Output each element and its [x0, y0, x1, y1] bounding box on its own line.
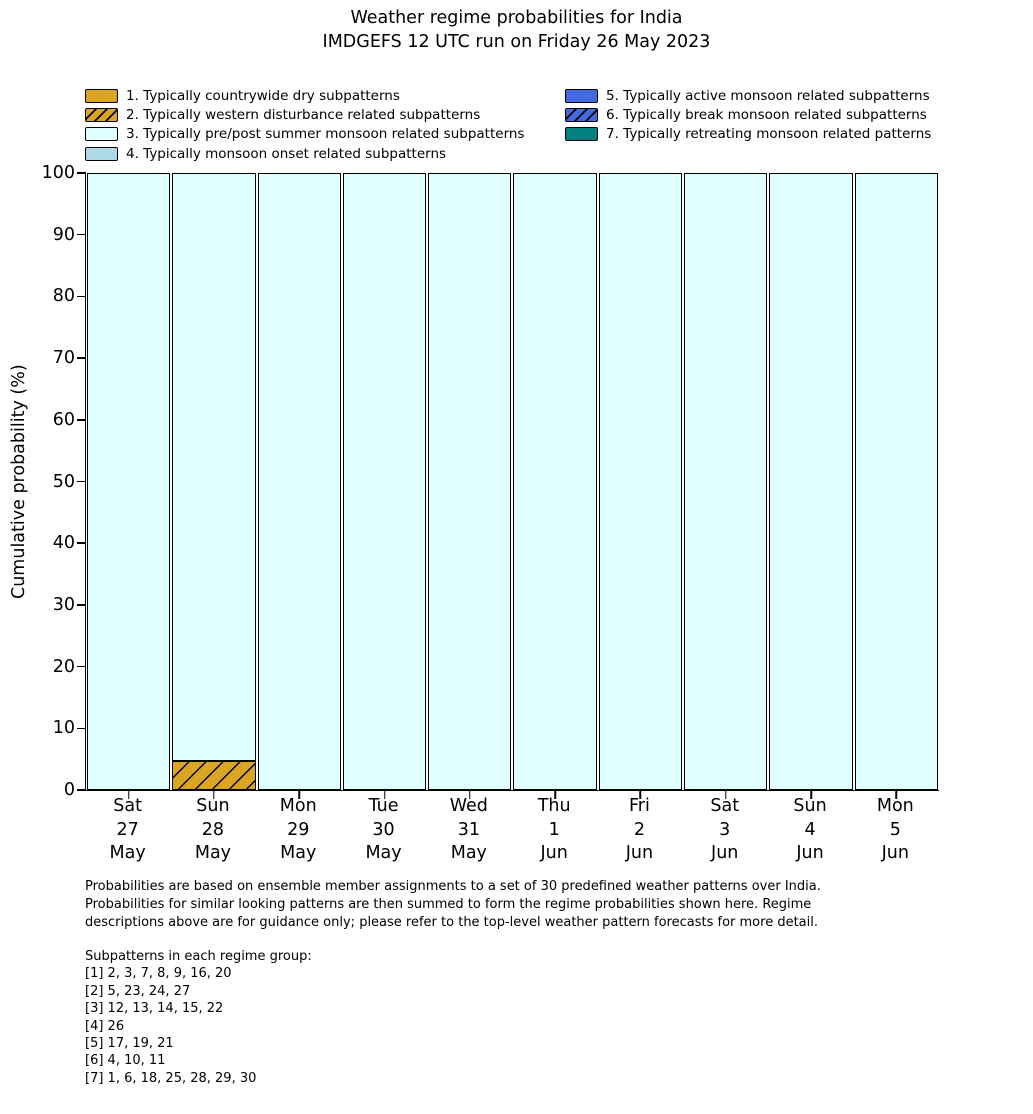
x-tick-label-line: May	[109, 843, 146, 863]
stacked-bar	[343, 173, 426, 790]
x-tick-label-line: 28	[201, 819, 225, 840]
x-tick-label-line: Sun	[793, 796, 827, 816]
legend-label: 6. Typically break monsoon related subpatterns	[606, 106, 927, 123]
x-tick-label	[511, 795, 596, 866]
stacked-bar	[258, 173, 341, 790]
footnote-line: Probabilities are based on ensemble member assignments to a set of 30 predefined weather patterns over India.	[85, 879, 821, 894]
y-tick-label: 80	[52, 286, 75, 307]
x-tick-label-line: 2	[633, 819, 645, 840]
stacked-bar	[769, 173, 852, 790]
y-tick-label: 60	[52, 409, 75, 430]
x-tick-label-line: 29	[287, 819, 310, 840]
y-tick-label: 90	[52, 224, 75, 245]
subpatterns-list	[85, 948, 312, 1087]
stacked-bar	[684, 173, 767, 790]
x-tick-label-line: Sun	[196, 796, 230, 816]
chart-subtitle: IMDGEFS 12 UTC run on Friday 26 May 2023	[322, 32, 711, 52]
x-tick-label	[426, 795, 511, 866]
y-tick-mark	[77, 296, 86, 298]
y-axis-label: Cumulative probability (%)	[9, 364, 29, 599]
x-tick-label-line: May	[280, 843, 317, 863]
bar-segment	[87, 173, 170, 790]
bar-slot	[86, 173, 171, 790]
legend-item	[565, 105, 931, 124]
bar-slot	[257, 173, 342, 790]
legend-label: 5. Typically active monsoon related subpatterns	[606, 87, 930, 104]
legend-label: 4. Typically monsoon onset related subpatterns	[126, 145, 447, 162]
x-tick-label-line: Thu	[537, 796, 571, 816]
x-tick-label	[170, 795, 255, 866]
y-tick-label: 100	[41, 163, 75, 183]
y-tick-label: 20	[52, 656, 75, 677]
bar-slot	[854, 173, 939, 790]
x-tick-label-line: 5	[889, 819, 901, 840]
x-tick-label-line: Fri	[629, 796, 650, 816]
bar-slot	[768, 173, 853, 790]
bar-slot	[342, 173, 427, 790]
legend-swatch	[85, 89, 118, 103]
x-axis-labels	[85, 795, 938, 866]
legend-item	[85, 86, 524, 105]
stacked-bar	[87, 173, 170, 790]
x-tick-label-line: 4	[804, 819, 816, 840]
legend-item	[85, 144, 524, 163]
footnote-line: descriptions above are for guidance only; please refer to the top-level weather pattern forecasts for more detail.	[85, 915, 818, 931]
bar-slot	[171, 173, 256, 790]
stacked-bar	[855, 173, 938, 790]
bar-slot	[512, 173, 597, 790]
x-tick-label-line: Sat	[113, 796, 142, 816]
y-tick-mark	[77, 172, 86, 174]
x-tick-label-line: Jun	[881, 843, 909, 863]
subpattern-group: [2] 5, 23, 24, 27	[85, 983, 191, 999]
legend-swatch-hatched	[565, 108, 598, 122]
y-tick-mark	[77, 604, 86, 606]
x-tick-label-line: Mon	[279, 796, 317, 816]
x-tick-label-line: 27	[116, 819, 139, 840]
legend-item	[565, 86, 931, 105]
y-tick-mark	[77, 357, 86, 359]
chart-header	[0, 6, 1033, 54]
legend-swatch	[85, 127, 118, 141]
subpattern-group: [1] 2, 3, 7, 8, 9, 16, 20	[85, 966, 232, 982]
y-tick-mark	[77, 234, 86, 236]
x-tick-label	[767, 795, 852, 866]
footnote-line: Probabilities for similar looking patterns are then summed to form the regime probabilities shown here. Regime	[85, 897, 812, 913]
x-tick-label-line: May	[194, 843, 232, 863]
x-tick-label-line: Tue	[368, 796, 399, 816]
x-tick-label-line: May	[450, 843, 487, 863]
y-tick-mark	[77, 789, 86, 791]
bars-row	[86, 173, 939, 790]
bar-segment	[599, 173, 682, 790]
bar-segment	[513, 173, 596, 790]
y-tick-mark	[77, 666, 86, 668]
y-tick-mark	[77, 542, 86, 544]
bar-segment	[428, 173, 511, 790]
x-tick-label-line: Jun	[540, 843, 568, 863]
legend-label: 7. Typically retreating monsoon related patterns	[606, 126, 932, 143]
subpattern-group: [7] 1, 6, 18, 25, 28, 29, 30	[85, 1070, 257, 1086]
legend-swatch-hatched	[85, 108, 118, 122]
legend-swatch	[565, 89, 598, 103]
legend-column-right	[565, 86, 931, 144]
x-tick-label	[85, 795, 170, 866]
legend-label: 3. Typically pre/post summer monsoon related subpatterns	[126, 126, 525, 143]
bar-slot	[598, 173, 683, 790]
x-tick-label-line: Mon	[876, 796, 914, 816]
y-tick-mark	[77, 728, 86, 730]
bar-segment	[258, 173, 341, 790]
x-tick-label-line: 3	[719, 819, 731, 840]
x-tick-label-line: Sat	[710, 796, 740, 816]
y-tick-mark	[77, 481, 86, 483]
bar-segment	[343, 173, 426, 790]
legend-swatch	[85, 147, 118, 161]
bar-slot	[427, 173, 512, 790]
plot-area	[41, 163, 939, 800]
chart-title: Weather regime probabilities for India	[350, 8, 683, 28]
subpattern-group: [5] 17, 19, 21	[85, 1036, 174, 1052]
stacked-bar	[599, 173, 682, 790]
stacked-bar	[513, 173, 596, 790]
y-tick-label: 40	[52, 533, 75, 554]
subpattern-group: [6] 4, 10, 11	[85, 1053, 166, 1069]
x-tick-label-line: 30	[372, 819, 395, 840]
stacked-bar	[428, 173, 511, 790]
x-tick-label	[597, 795, 682, 866]
legend-item	[565, 125, 931, 144]
bar-segment-hatched	[172, 761, 255, 790]
x-tick-label	[853, 795, 938, 866]
subpattern-group: [3] 12, 13, 14, 15, 22	[85, 1001, 224, 1017]
legend-item	[85, 125, 524, 144]
x-tick-label-line: Wed	[449, 796, 488, 816]
x-tick-label-line: 31	[457, 819, 480, 840]
bar-segment	[684, 173, 767, 790]
y-tick-mark	[77, 419, 86, 421]
x-tick-label-line: Jun	[625, 843, 654, 863]
legend-swatch	[565, 127, 598, 141]
bar-slot	[683, 173, 768, 790]
x-tick-label-line: May	[365, 843, 402, 863]
subpatterns-heading: Subpatterns in each regime group:	[85, 949, 312, 964]
legend-column-left	[85, 86, 524, 163]
x-tick-label-line: 1	[548, 819, 560, 840]
x-tick-label-line: Jun	[711, 843, 739, 863]
x-tick-label	[341, 795, 426, 866]
x-tick-label	[256, 795, 341, 866]
y-tick-label: 10	[52, 718, 75, 739]
subpattern-group: [4] 26	[85, 1018, 125, 1034]
bar-segment	[855, 173, 938, 790]
y-tick-label: 70	[52, 348, 75, 369]
footnote	[85, 878, 821, 933]
y-tick-label: 30	[52, 594, 75, 615]
legend-item	[85, 105, 524, 124]
stacked-bar	[172, 173, 255, 790]
x-tick-label	[682, 795, 767, 866]
bar-segment	[172, 173, 255, 761]
bar-segment	[769, 173, 852, 790]
legend-label: 2. Typically western disturbance related subpatterns	[126, 106, 481, 123]
y-tick-label: 50	[52, 471, 75, 492]
legend-label: 1. Typically countrywide dry subpatterns	[126, 87, 400, 104]
y-tick-label: 0	[63, 780, 75, 800]
x-tick-label-line: Jun	[796, 843, 824, 863]
